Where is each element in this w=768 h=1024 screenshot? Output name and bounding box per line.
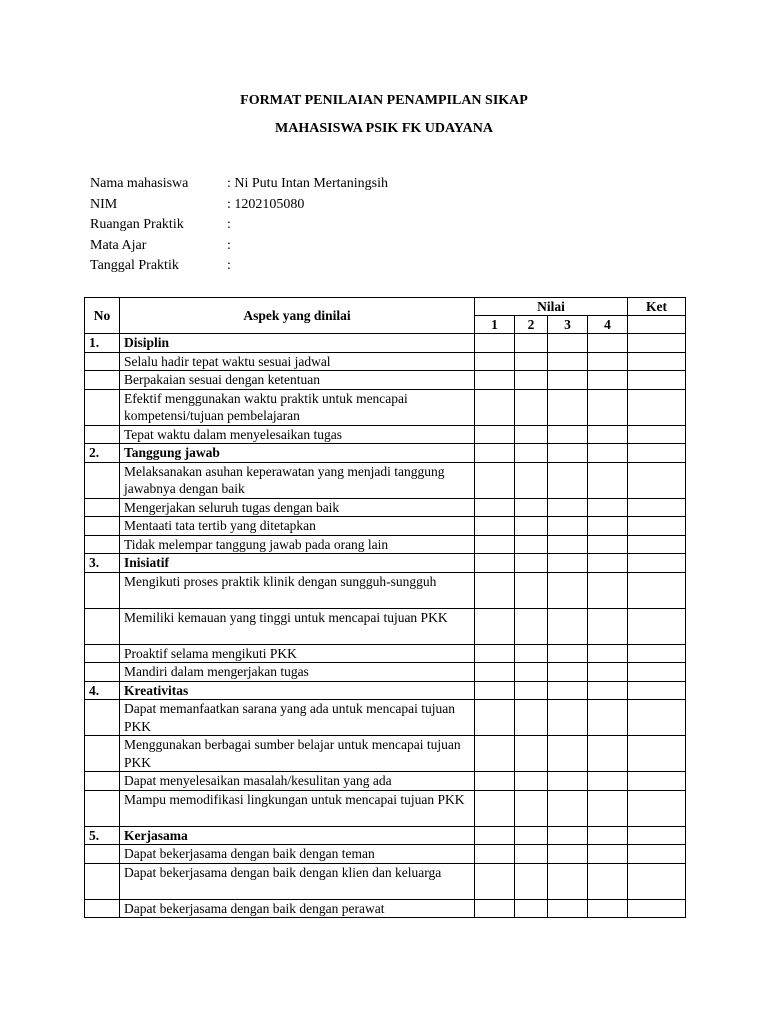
criterion-row <box>85 462 686 498</box>
score-cell-2[interactable] <box>515 899 548 918</box>
score-cell-2[interactable] <box>515 535 548 554</box>
ket-cell[interactable] <box>628 681 686 700</box>
category-row <box>85 826 686 845</box>
row-number <box>85 535 120 554</box>
score-cell-3[interactable] <box>548 535 588 554</box>
category-label: Disiplin <box>120 334 475 353</box>
info-row <box>90 256 388 277</box>
criterion-label: Mengikuti proses praktik klinik dengan sungguh-sungguh <box>120 572 475 608</box>
criterion-row <box>85 371 686 390</box>
row-number: 4. <box>85 681 120 700</box>
ket-cell[interactable] <box>628 334 686 353</box>
criterion-row <box>85 535 686 554</box>
form-title: FORMAT PENILAIAN PENAMPILAN SIKAP <box>240 93 528 108</box>
score-cell-3[interactable] <box>548 826 588 845</box>
criterion-row <box>85 572 686 608</box>
row-number <box>85 389 120 425</box>
row-number <box>85 736 120 772</box>
score-cell-3[interactable] <box>548 899 588 918</box>
criterion-row <box>85 425 686 444</box>
score-cell-2[interactable] <box>515 462 548 498</box>
ket-cell[interactable] <box>628 700 686 736</box>
score-cell-4[interactable] <box>588 681 628 700</box>
row-number <box>85 644 120 663</box>
score-cell-3[interactable] <box>548 554 588 573</box>
ket-cell[interactable] <box>628 663 686 682</box>
category-row <box>85 554 686 573</box>
score-cell-1[interactable] <box>475 845 515 864</box>
score-cell-4[interactable] <box>588 863 628 899</box>
header-no: No <box>85 298 120 334</box>
score-cell-1[interactable] <box>475 535 515 554</box>
score-cell-2[interactable] <box>515 790 548 826</box>
criterion-label: Mandiri dalam mengerjakan tugas <box>120 663 475 682</box>
score-cell-1[interactable] <box>475 899 515 918</box>
header-nilai-1: 1 <box>475 316 515 334</box>
score-cell-4[interactable] <box>588 772 628 791</box>
info-value: : Ni Putu Intan Mertaningsih <box>227 176 388 191</box>
score-cell-1[interactable] <box>475 425 515 444</box>
ket-cell[interactable] <box>628 517 686 536</box>
row-number <box>85 863 120 899</box>
criterion-label: Tepat waktu dalam menyelesaikan tugas <box>120 425 475 444</box>
score-cell-1[interactable] <box>475 462 515 498</box>
ket-cell[interactable] <box>628 462 686 498</box>
info-row <box>90 215 388 236</box>
score-cell-3[interactable] <box>548 608 588 644</box>
ket-cell[interactable] <box>628 535 686 554</box>
score-cell-4[interactable] <box>588 644 628 663</box>
criterion-row <box>85 863 686 899</box>
row-number: 2. <box>85 444 120 463</box>
ket-cell[interactable] <box>628 371 686 390</box>
form-subtitle: MAHASISWA PSIK FK UDAYANA <box>275 121 493 136</box>
score-cell-3[interactable] <box>548 389 588 425</box>
info-value: : <box>227 258 231 273</box>
category-row <box>85 334 686 353</box>
ket-cell[interactable] <box>628 425 686 444</box>
score-cell-3[interactable] <box>548 790 588 826</box>
ket-cell[interactable] <box>628 790 686 826</box>
score-cell-2[interactable] <box>515 498 548 517</box>
criterion-label: Dapat bekerjasama dengan baik dengan teman <box>120 845 475 864</box>
score-cell-3[interactable] <box>548 663 588 682</box>
score-cell-4[interactable] <box>588 352 628 371</box>
category-label: Inisiatif <box>120 554 475 573</box>
category-label: Tanggung jawab <box>120 444 475 463</box>
info-label: Tanggal Praktik <box>90 258 179 273</box>
info-value: : 1202105080 <box>227 196 305 212</box>
score-cell-3[interactable] <box>548 425 588 444</box>
criterion-row <box>85 736 686 772</box>
criterion-row <box>85 389 686 425</box>
score-cell-4[interactable] <box>588 826 628 845</box>
info-label: Ruangan Praktik <box>90 217 184 232</box>
criterion-row <box>85 663 686 682</box>
info-row <box>90 195 388 216</box>
row-number <box>85 498 120 517</box>
assessment-table <box>84 297 686 918</box>
header-nilai-2: 2 <box>515 316 548 334</box>
score-cell-2[interactable] <box>515 644 548 663</box>
score-cell-4[interactable] <box>588 663 628 682</box>
score-cell-3[interactable] <box>548 462 588 498</box>
score-cell-1[interactable] <box>475 826 515 845</box>
score-cell-3[interactable] <box>548 498 588 517</box>
criterion-row <box>85 845 686 864</box>
category-label: Kerjasama <box>120 826 475 845</box>
header-ket-blank <box>628 316 686 334</box>
score-cell-4[interactable] <box>588 517 628 536</box>
row-number <box>85 845 120 864</box>
criterion-row <box>85 899 686 918</box>
score-cell-1[interactable] <box>475 389 515 425</box>
score-cell-2[interactable] <box>515 554 548 573</box>
criterion-label: Memiliki kemauan yang tinggi untuk mencapai tujuan PKK <box>120 608 475 644</box>
criterion-label: Melaksanakan asuhan keperawatan yang menjadi tanggung jawabnya dengan baik <box>120 462 475 498</box>
score-cell-1[interactable] <box>475 334 515 353</box>
score-cell-3[interactable] <box>548 334 588 353</box>
header-nilai: Nilai <box>475 298 628 316</box>
category-row <box>85 681 686 700</box>
score-cell-2[interactable] <box>515 371 548 390</box>
score-cell-4[interactable] <box>588 736 628 772</box>
score-cell-2[interactable] <box>515 334 548 353</box>
criterion-label: Dapat bekerjasama dengan baik dengan klien dan keluarga <box>120 863 475 899</box>
score-cell-1[interactable] <box>475 700 515 736</box>
row-number <box>85 572 120 608</box>
criterion-label: Selalu hadir tepat waktu sesuai jadwal <box>120 352 475 371</box>
score-cell-2[interactable] <box>515 736 548 772</box>
row-number <box>85 371 120 390</box>
ket-cell[interactable] <box>628 554 686 573</box>
criterion-label: Tidak melempar tanggung jawab pada orang lain <box>120 535 475 554</box>
score-cell-1[interactable] <box>475 517 515 536</box>
criterion-row <box>85 352 686 371</box>
header-nilai-4: 4 <box>588 316 628 334</box>
criterion-label: Efektif menggunakan waktu praktik untuk mencapai kompetensi/tujuan pembelajaran <box>120 389 475 425</box>
score-cell-3[interactable] <box>548 371 588 390</box>
score-cell-1[interactable] <box>475 681 515 700</box>
score-cell-4[interactable] <box>588 425 628 444</box>
score-cell-3[interactable] <box>548 772 588 791</box>
criterion-label: Dapat memanfaatkan sarana yang ada untuk mencapai tujuan PKK <box>120 700 475 736</box>
category-label: Kreativitas <box>120 681 475 700</box>
ket-cell[interactable] <box>628 826 686 845</box>
score-cell-4[interactable] <box>588 334 628 353</box>
criterion-row <box>85 498 686 517</box>
ket-cell[interactable] <box>628 608 686 644</box>
score-cell-3[interactable] <box>548 845 588 864</box>
score-cell-2[interactable] <box>515 517 548 536</box>
score-cell-1[interactable] <box>475 444 515 463</box>
header-aspect: Aspek yang dinilai <box>120 298 475 334</box>
ket-cell[interactable] <box>628 863 686 899</box>
score-cell-3[interactable] <box>548 444 588 463</box>
score-cell-4[interactable] <box>588 371 628 390</box>
ket-cell[interactable] <box>628 736 686 772</box>
score-cell-2[interactable] <box>515 681 548 700</box>
score-cell-2[interactable] <box>515 826 548 845</box>
score-cell-1[interactable] <box>475 772 515 791</box>
score-cell-1[interactable] <box>475 371 515 390</box>
row-number <box>85 608 120 644</box>
score-cell-4[interactable] <box>588 899 628 918</box>
score-cell-2[interactable] <box>515 863 548 899</box>
score-cell-1[interactable] <box>475 554 515 573</box>
score-cell-4[interactable] <box>588 700 628 736</box>
score-cell-4[interactable] <box>588 535 628 554</box>
row-number: 5. <box>85 826 120 845</box>
score-cell-2[interactable] <box>515 608 548 644</box>
score-cell-3[interactable] <box>548 644 588 663</box>
criterion-label: Menggunakan berbagai sumber belajar untuk mencapai tujuan PKK <box>120 736 475 772</box>
assessment-rows <box>85 334 686 918</box>
score-cell-1[interactable] <box>475 790 515 826</box>
score-cell-4[interactable] <box>588 444 628 463</box>
score-cell-4[interactable] <box>588 498 628 517</box>
score-cell-1[interactable] <box>475 863 515 899</box>
score-cell-1[interactable] <box>475 663 515 682</box>
header-ket: Ket <box>628 298 686 316</box>
score-cell-4[interactable] <box>588 790 628 826</box>
score-cell-4[interactable] <box>588 845 628 864</box>
ket-cell[interactable] <box>628 572 686 608</box>
score-cell-3[interactable] <box>548 352 588 371</box>
info-value: : <box>227 237 231 253</box>
ket-cell[interactable] <box>628 845 686 864</box>
info-value: : <box>227 217 231 232</box>
criterion-row <box>85 608 686 644</box>
row-number <box>85 772 120 791</box>
criterion-row <box>85 772 686 791</box>
criterion-row <box>85 790 686 826</box>
score-cell-3[interactable] <box>548 863 588 899</box>
row-number <box>85 700 120 736</box>
row-number <box>85 462 120 498</box>
criterion-label: Proaktif selama mengikuti PKK <box>120 644 475 663</box>
score-cell-4[interactable] <box>588 462 628 498</box>
info-label: NIM <box>90 196 118 212</box>
score-cell-1[interactable] <box>475 644 515 663</box>
criterion-row <box>85 517 686 536</box>
score-cell-4[interactable] <box>588 389 628 425</box>
criterion-label: Mengerjakan seluruh tugas dengan baik <box>120 498 475 517</box>
score-cell-3[interactable] <box>548 681 588 700</box>
ket-cell[interactable] <box>628 352 686 371</box>
criterion-label: Mentaati tata tertib yang ditetapkan <box>120 517 475 536</box>
criterion-label: Dapat bekerjasama dengan baik dengan perawat <box>120 899 475 918</box>
ket-cell[interactable] <box>628 498 686 517</box>
row-number: 1. <box>85 334 120 353</box>
score-cell-3[interactable] <box>548 572 588 608</box>
score-cell-3[interactable] <box>548 517 588 536</box>
score-cell-4[interactable] <box>588 608 628 644</box>
student-info-block <box>90 174 388 277</box>
score-cell-1[interactable] <box>475 608 515 644</box>
score-cell-2[interactable] <box>515 352 548 371</box>
criterion-label: Dapat menyelesaikan masalah/kesulitan yang ada <box>120 772 475 791</box>
ket-cell[interactable] <box>628 389 686 425</box>
score-cell-1[interactable] <box>475 736 515 772</box>
row-number <box>85 517 120 536</box>
score-cell-3[interactable] <box>548 700 588 736</box>
row-number: 3. <box>85 554 120 573</box>
score-cell-2[interactable] <box>515 444 548 463</box>
criterion-label: Berpakaian sesuai dengan ketentuan <box>120 371 475 390</box>
score-cell-4[interactable] <box>588 572 628 608</box>
score-cell-2[interactable] <box>515 700 548 736</box>
score-cell-2[interactable] <box>515 389 548 425</box>
row-number <box>85 663 120 682</box>
row-number <box>85 352 120 371</box>
row-number <box>85 425 120 444</box>
score-cell-4[interactable] <box>588 554 628 573</box>
info-label: Mata Ajar <box>90 237 147 253</box>
criterion-row <box>85 700 686 736</box>
ket-cell[interactable] <box>628 644 686 663</box>
ket-cell[interactable] <box>628 899 686 918</box>
row-number <box>85 790 120 826</box>
score-cell-2[interactable] <box>515 845 548 864</box>
score-cell-2[interactable] <box>515 772 548 791</box>
info-row <box>90 236 388 257</box>
score-cell-1[interactable] <box>475 498 515 517</box>
header-nilai-3: 3 <box>548 316 588 334</box>
score-cell-2[interactable] <box>515 663 548 682</box>
score-cell-1[interactable] <box>475 352 515 371</box>
info-row <box>90 174 388 195</box>
score-cell-3[interactable] <box>548 736 588 772</box>
info-label: Nama mahasiswa <box>90 176 189 191</box>
score-cell-1[interactable] <box>475 572 515 608</box>
score-cell-2[interactable] <box>515 572 548 608</box>
category-row <box>85 444 686 463</box>
criterion-label: Mampu memodifikasi lingkungan untuk mencapai tujuan PKK <box>120 790 475 826</box>
ket-cell[interactable] <box>628 444 686 463</box>
ket-cell[interactable] <box>628 772 686 791</box>
score-cell-2[interactable] <box>515 425 548 444</box>
row-number <box>85 899 120 918</box>
criterion-row <box>85 644 686 663</box>
